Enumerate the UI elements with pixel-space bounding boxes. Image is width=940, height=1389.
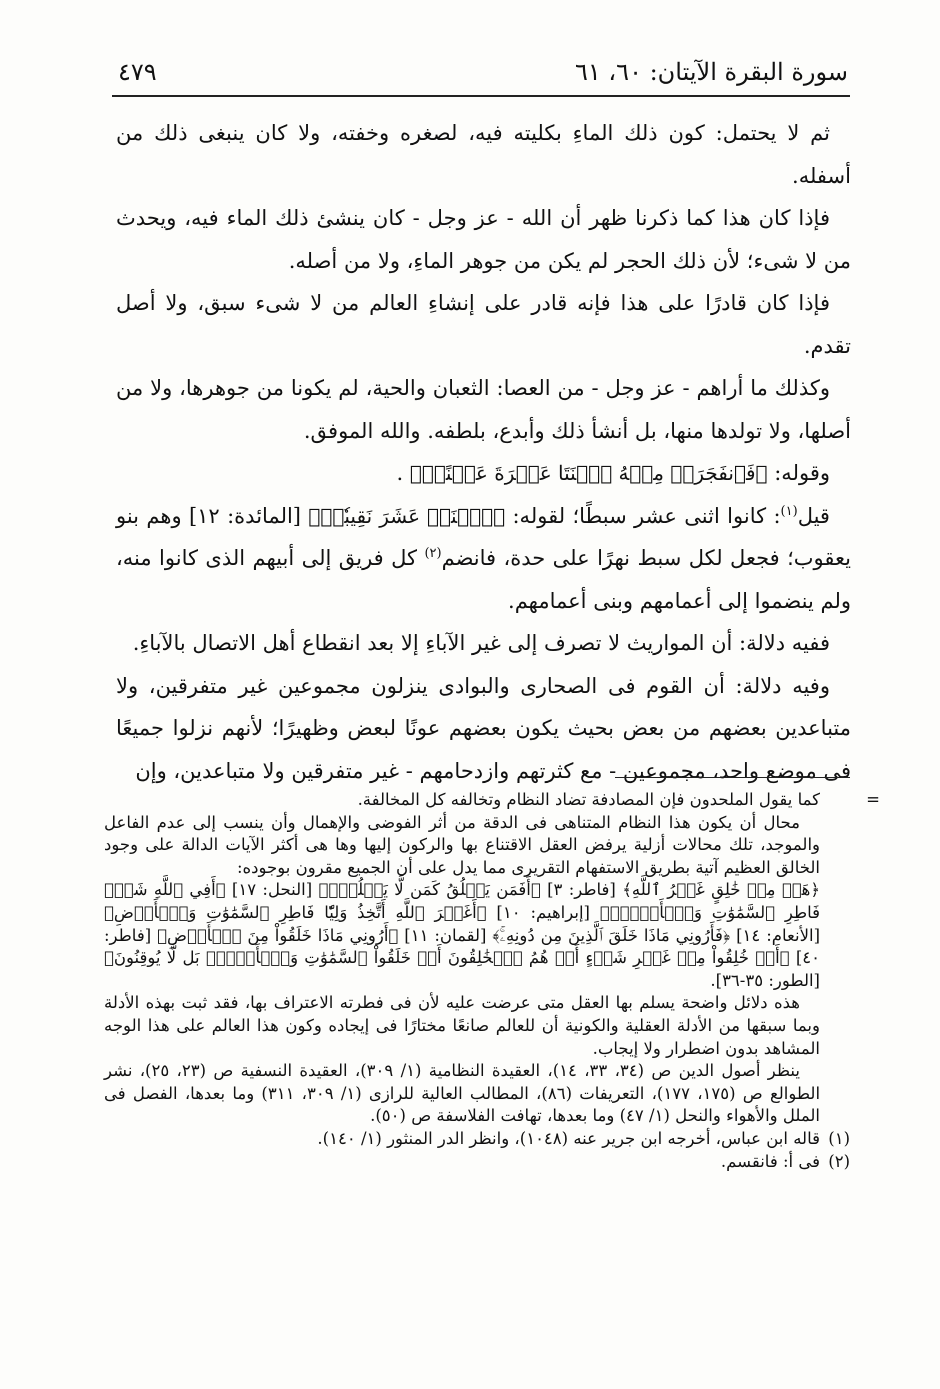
page-number: ٤٧٩: [118, 58, 157, 86]
footnote-references: ينظر أصول الدين ص (٣٤، ٣٣، ١٤)، العقيدة النظامية (١/ ٣٠٩)، العقيدة النسفية ص (٢٣، ٢٥)، نشر الطوالع ص (١٧٥، ١٧٧)، التعريفات (٨٦)، المطالب العالية للرازى (١/ ٣٠٩، ٣١١) وما بعدها، الفصل فى الملل والأهواء والنحل (١/ ٤٧) وما بعدها، تهافت الفلاسفة ص (٥٠).: [104, 1061, 821, 1126]
paragraph-1: ثم لا يحتمل: كون ذلك الماءِ بكليته فيه، لصغره وخفته، ولا كان ينبغى ذلك من أسفله.: [116, 121, 851, 188]
text-segment: قيل: [797, 503, 830, 528]
paragraph-3: فإذا كان قادرًا على هذا فإنه قادر على إنشاءِ العالم من لا شىء سبق، ولا أصل تقدم.: [116, 291, 851, 358]
header-rule: [112, 95, 850, 97]
footnote-text: كما يقول الملحدون فإن المصادفة تضاد النظام وتخالفه كل المخالفة.: [357, 790, 820, 809]
quran-verse: ﴿فَٱنفَجَرَتۡ مِنۡهُ ٱثۡنَتَا عَشۡرَةَ عَيۡنًاۖ﴾: [409, 461, 768, 485]
paragraph-5: [116, 452, 851, 495]
footnote-paragraph: هذه دلائل واضحة يسلم بها العقل متى عرضت عليه لأن فى فطرته الاعتراف بها، فقد ثبت بهذه الأدلة وبما سبقها من الأدلة العقلية والكونية أن للعالم صانعًا مختارًا فى إيجاده وكون هذا العالم على هذا الوجه المشاهد بدون اضطرار ولا إيجاب.: [104, 993, 820, 1058]
running-header: [118, 52, 848, 92]
footnote-number: (١): [828, 1128, 850, 1148]
surah-title: سورة البقرة الآيتان: ٦٠، ٦١: [575, 58, 848, 86]
footnote-continuation: [104, 789, 880, 812]
footnote-text: قاله ابن عباس، أخرجه ابن جرير عنه (١٠٤٨)، وانظر الدر المنثور (١/ ١٤٠).: [317, 1128, 820, 1148]
footnote-quran-list: ﴿هَلۡ مِنۡ خَٰلِقٍ غَيۡرُ ٱللَّهِ﴾ [فاطر: ٣] ﴿أَفَمَن يَخۡلُقُ كَمَن لَّا يَخۡلُقُۚ﴾ [النحل: ١٧] ﴿أَفِي ٱللَّهِ شَكّٞ فَاطِرِ ٱلسَّمَٰوَٰتِ وَٱلۡأَرۡضِۖ﴾ [إبراهيم: ١٠] ﴿أَغَيۡرَ ٱللَّهِ أَتَّخِذُ وَلِيّٗا فَاطِرِ ٱلسَّمَٰوَٰتِ وَٱلۡأَرۡضِ﴾ [الأنعام: ١٤] ﴿فَأَرُونِي مَاذَا خَلَقَ ٱلَّذِينَ مِن دُونِهِۦۚ﴾ [لقمان: ١١] ﴿أَرُونِي مَاذَا خَلَقُواْ مِنَ ٱلۡأَرۡضِ﴾ [فاطر: ٤٠] ﴿أَمۡ خُلِقُواْ مِنۡ غَيۡرِ شَيۡءٍ أَمۡ هُمُ ٱلۡخَٰلِقُونَ أَمۡ خَلَقُواْ ٱلسَّمَٰوَٰتِ وَٱلۡأَرۡضَۚ بَل لَّا يُوقِنُونَ﴾ [الطور: ٣٥-٣٦].: [104, 880, 821, 990]
footnotes: [104, 789, 880, 1173]
verse-end: .: [396, 461, 404, 485]
footnote-number: (٢): [828, 1151, 850, 1171]
text-segment: كل فريق إلى أبيهم الذى كانوا منه، ولم ينضموا إلى أعمامهم وبنى أعمامهم.: [116, 546, 851, 613]
main-text: [116, 112, 851, 792]
paragraph-8: وفيه دلالة: أن القوم فى الصحارى والبوادى ينزلون مجموعين غير متفرقين، ولا متباعدين بعضهم من بعض بحيث يكون بعضهم عونًا لبعض وظهيرًا؛ لأنهم نزلوا جميعًا فى موضع واحد، مجموعين - مع كثرتهم وازدحامهم - غير متفرقين ولا متباعدين، وإن: [116, 673, 851, 783]
footnote-ref-1[interactable]: (١): [780, 503, 798, 519]
footnote-2: [104, 1151, 850, 1174]
footnote-paragraph: محال أن يكون هذا النظام المتناهى فى الدقة من أثر الفوضى والإهمال وأن ينسب إلى عدم الفاعل والموجد، تلك محالات أزلية يرفض العقل الاقتناع بها والركون إليها وها هى أكثر الآيات الدالة على وجود الخالق العظيم آتية بطريق الاستفهام التقريرى مما يدل على أن الجميع مقرون بوجوده:: [104, 812, 820, 877]
paragraph-4: وكذلك ما أراهم - عز وجل - من العصا: الثعبان والحية، لم يكونا من جوهرها، ولا من أصلها، ولا تولدها منها، بل أنشأ ذلك وأبدع، بلطفه. والله الموفق.: [116, 376, 851, 443]
text-segment: [المائدة: ١٢] وهم بنو يعقوب؛ فجعل لكل سبط نهرًا على حدة، فانضم: [116, 503, 851, 570]
footnote-text: فى أ: فانقسم.: [720, 1151, 820, 1171]
footnote-1: [104, 1128, 850, 1151]
verse-intro: وقوله:: [774, 461, 830, 485]
footnote-ref-2[interactable]: (٢): [424, 546, 442, 561]
paragraph-2: فإذا كان هذا كما ذكرنا ظهر أن الله - عز وجل - كان ينشئ ذلك الماء فيه، ويحدث من لا شىء؛ لأن ذلك الحجر لم يكن من جوهر الماءِ، ولا من أصله.: [116, 206, 851, 273]
footnote-separator: [615, 777, 850, 778]
text-segment: : كانوا اثنى عشر سبطًا؛ لقوله:: [512, 503, 781, 528]
continuation-marker: =: [866, 790, 880, 809]
quran-verse: ﴿ٱثۡنَيۡ عَشَرَ نَقِيبٗاۖ﴾: [308, 503, 506, 528]
paragraph-6: [116, 495, 851, 623]
paragraph-7: ففيه دلالة: أن المواريث لا تصرف إلى غير الآباءِ إلا بعد انقطاع أهل الاتصال بالآباءِ.: [132, 631, 830, 655]
